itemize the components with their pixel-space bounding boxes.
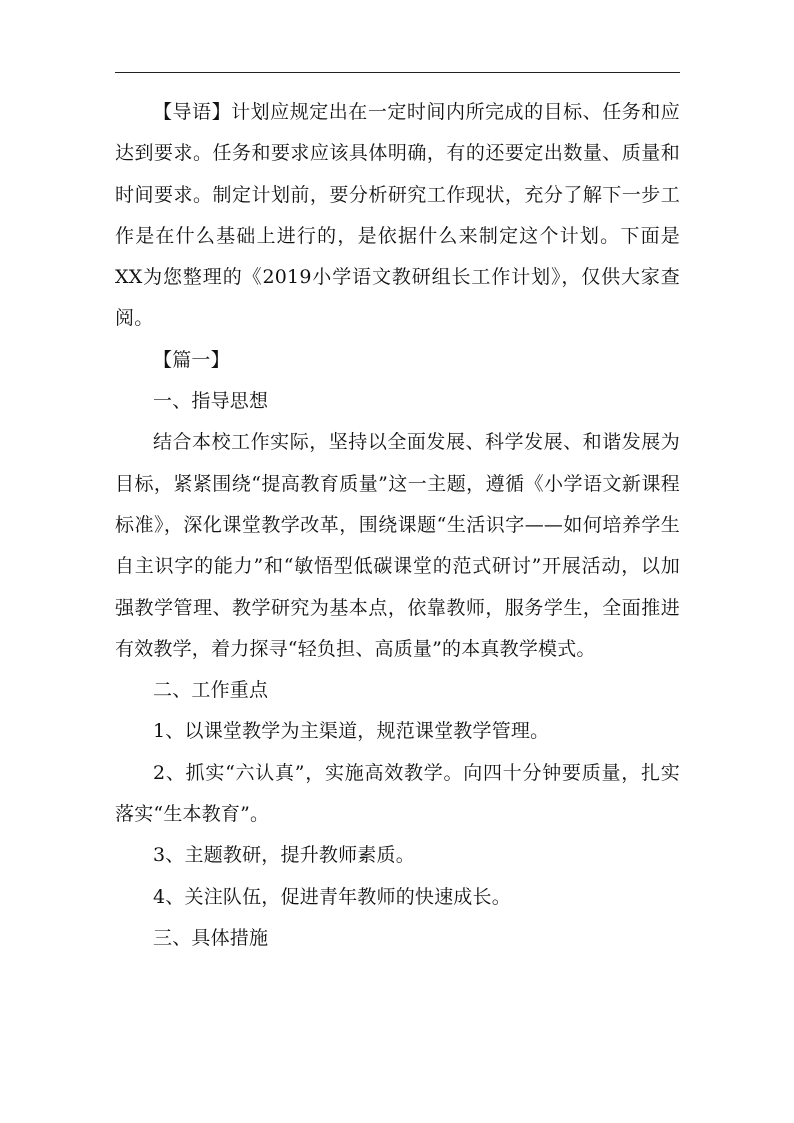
part-title: 【篇一】 bbox=[153, 348, 230, 371]
intro-paragraph: 【导语】计划应规定出在一定时间内所完成的目标、任务和应达到要求。任务和要求应该具体明确，有的还要定出数量、质量和时间要求。制定计划前，要分析研究工作现状，充分了解下一步工作是在什么基础上进行的，是依据什么来制定这个计划。下面是XX为您整理的《2019小学语文教研组长工作计划》，仅供大家查阅。 bbox=[115, 101, 680, 330]
work-focus-item-4: 4、关注队伍，促进青年教师的快速成长。 bbox=[153, 885, 511, 908]
section-heading-specific-measures: 三、具体措施 bbox=[153, 926, 269, 949]
section-heading-work-focus: 二、工作重点 bbox=[153, 679, 269, 702]
document-body bbox=[115, 92, 680, 959]
guiding-ideology-paragraph: 结合本校工作实际，坚持以全面发展、科学发展、和谐发展为目标，紧紧围绕“提高教育质量”这一主题，遵循《小学语文新课程标准》，深化课堂教学改革，围绕课题“生活识字——如何培养学生自主识字的能力”和“敏悟型低碳课堂的范式研讨”开展活动，以加强教学管理、教学研究为基本点，依靠教师，服务学生，全面推进有效教学，着力探寻“轻负担、高质量”的本真教学模式。 bbox=[115, 431, 680, 660]
header-rule bbox=[115, 72, 680, 73]
work-focus-item-3: 3、主题教研，提升教师素质。 bbox=[153, 844, 415, 867]
work-focus-item-2: 2、抓实“六认真”，实施高效教学。向四十分钟要质量，扎实落实“生本教育”。 bbox=[115, 761, 680, 826]
work-focus-item-1: 1、以课堂教学为主渠道，规范课堂教学管理。 bbox=[153, 720, 550, 743]
section-heading-guiding-ideology: 一、指导思想 bbox=[153, 390, 269, 413]
